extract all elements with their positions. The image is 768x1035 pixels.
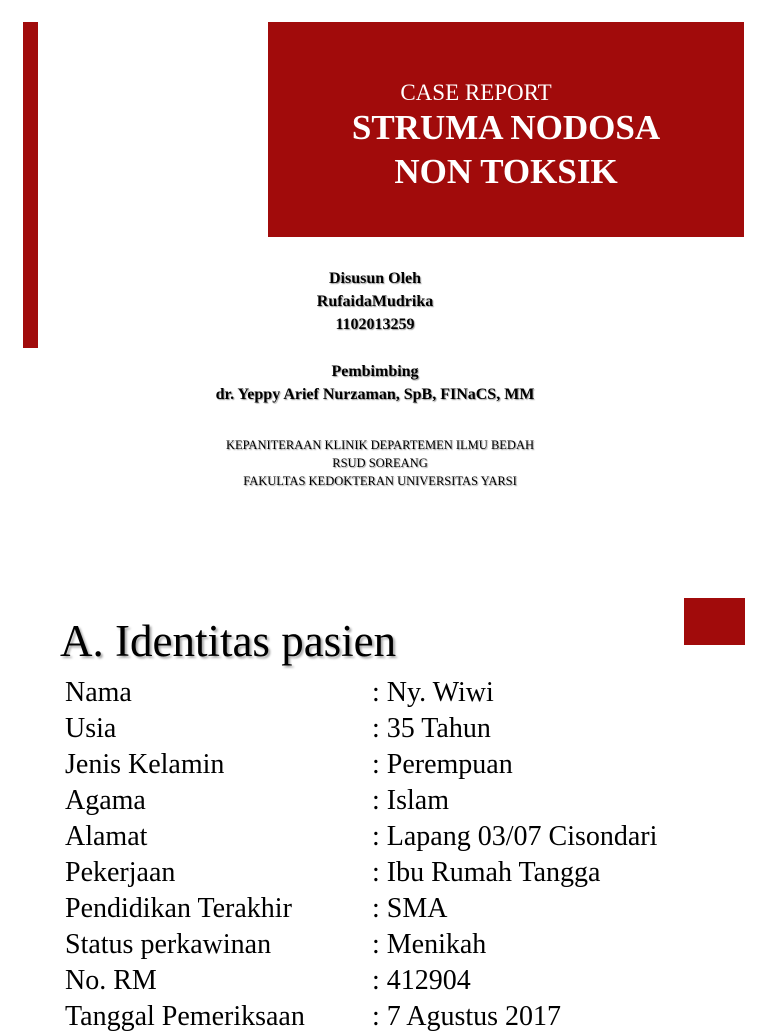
author-id: 1102013259 <box>335 316 415 333</box>
institution-hospital: RSUD SOREANG <box>332 456 428 470</box>
identity-label: Jenis Kelamin <box>65 749 225 780</box>
identity-label: Pekerjaan <box>65 857 176 888</box>
case-report-label: CASE REPORT <box>400 80 552 105</box>
section-accent-square <box>684 598 745 645</box>
identity-label: Usia <box>65 713 117 744</box>
institution-block <box>0 436 760 490</box>
institution-faculty: FAKULTAS KEDOKTERAN UNIVERSITAS YARSI <box>243 474 517 488</box>
identity-label: Nama <box>65 677 132 708</box>
supervisor-name: dr. Yeppy Arief Nurzaman, SpB, FINaCS, MM <box>215 386 535 403</box>
author-name: RufaidaMudrika <box>316 293 434 310</box>
identity-row-jenis-kelamin <box>65 747 755 783</box>
report-title-line-2: NON TOKSIK <box>394 152 618 191</box>
identity-row-no-rm <box>65 963 755 999</box>
supervisor-block <box>0 360 750 406</box>
identity-value: : Islam <box>372 785 449 816</box>
identity-row-usia <box>65 711 755 747</box>
patient-identity-list <box>65 675 755 1035</box>
identity-value: : 35 Tahun <box>372 713 491 744</box>
institution-department: KEPANITERAAN KLINIK DEPARTEMEN ILMU BEDAH <box>225 438 535 452</box>
identity-value: : SMA <box>372 893 448 924</box>
report-title <box>268 106 744 194</box>
author-heading: Disusun Oleh <box>328 270 422 287</box>
identity-row-alamat <box>65 819 755 855</box>
identity-value: : Ibu Rumah Tangga <box>372 857 601 888</box>
identity-value: : Ny. Wiwi <box>372 677 494 708</box>
identity-label: Tanggal Pemeriksaan <box>65 1001 305 1032</box>
identity-label: Pendidikan Terakhir <box>65 893 292 924</box>
title-box <box>268 22 744 237</box>
identity-row-nama <box>65 675 755 711</box>
identity-value: : 412904 <box>372 965 471 996</box>
identity-label: No. RM <box>65 965 157 996</box>
identity-label: Agama <box>65 785 146 816</box>
section-title: A. Identitas pasien <box>60 616 397 666</box>
supervisor-heading: Pembimbing <box>331 363 419 380</box>
identity-row-tanggal-pemeriksaan <box>65 999 755 1035</box>
author-block <box>0 267 750 336</box>
identity-label: Alamat <box>65 821 148 852</box>
identity-value: : Perempuan <box>372 749 513 780</box>
identity-row-pendidikan <box>65 891 755 927</box>
identity-row-agama <box>65 783 755 819</box>
identity-row-status-perkawinan <box>65 927 755 963</box>
identity-value: : Menikah <box>372 929 487 960</box>
identity-value: : 7 Agustus 2017 <box>372 1001 562 1032</box>
identity-label: Status perkawinan <box>65 929 272 960</box>
report-title-line-1: STRUMA NODOSA <box>351 108 661 147</box>
identity-row-pekerjaan <box>65 855 755 891</box>
identity-value: : Lapang 03/07 Cisondari <box>372 821 658 852</box>
